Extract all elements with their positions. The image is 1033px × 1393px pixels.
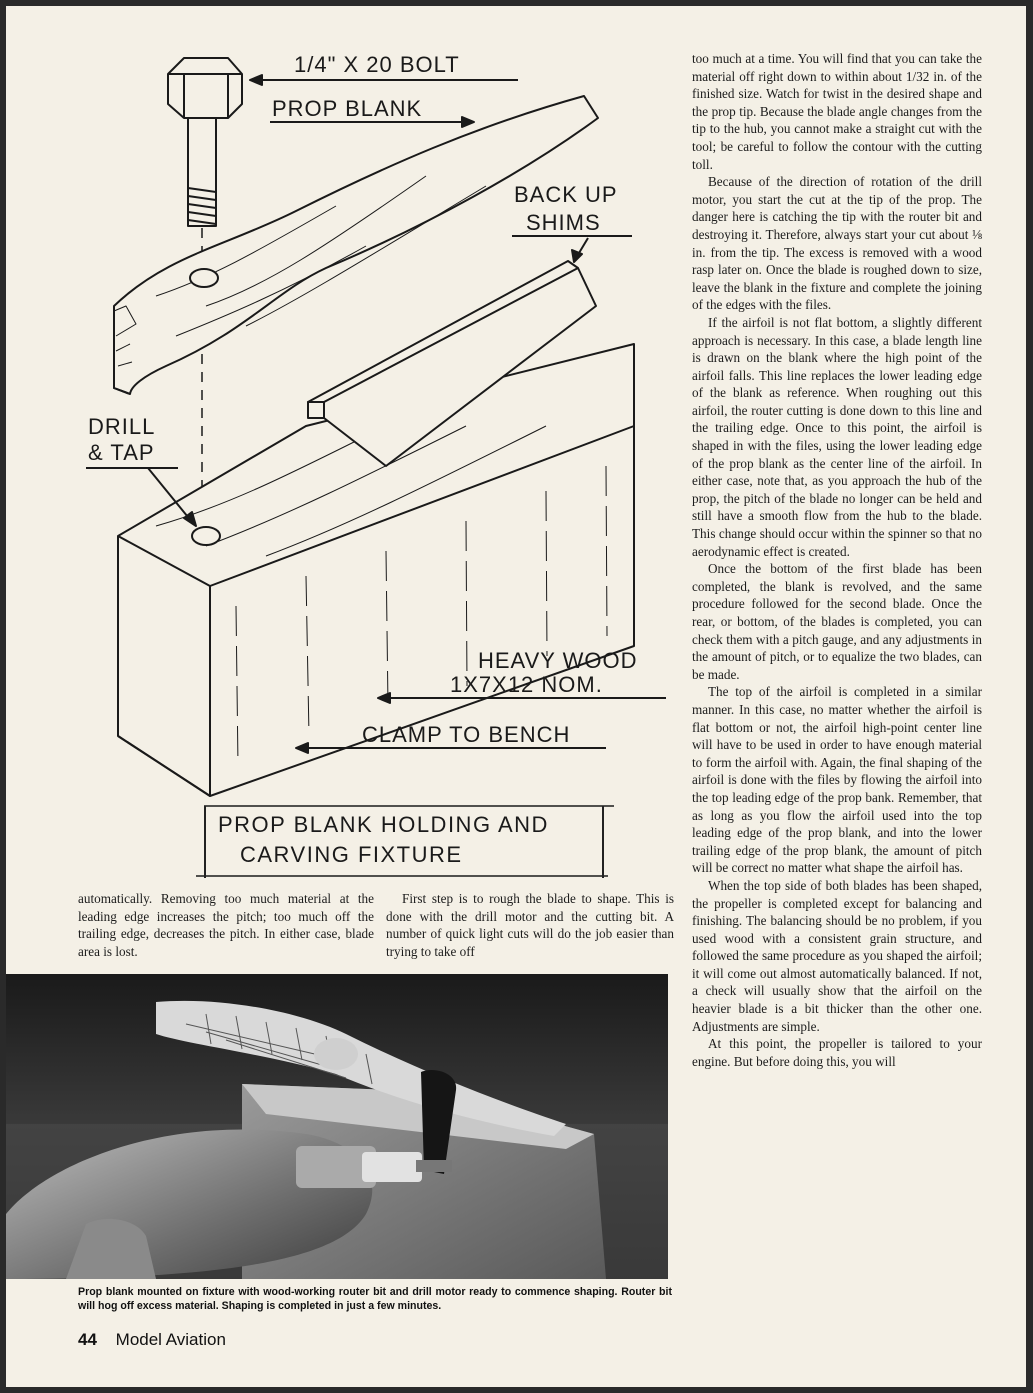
magazine-page	[6, 6, 1026, 1387]
diagram-title-box	[204, 806, 604, 878]
paragraph: At this point, the propeller is tailored to your engine. But before doing this, you will	[692, 1036, 982, 1069]
bolt-head	[168, 58, 242, 118]
bolt-label: 1/4" X 20 BOLT	[294, 52, 460, 77]
page-number: 44	[78, 1330, 97, 1349]
paragraph: When the top side of both blades has been shaped, the propeller is completed except for balancing and finishing. The balancing should be no problem, if you used wood with a consistent grain structure, and followed the same procedure as you shaped the airfoil; it will come out almost automatically balanced. If not, a check will usually show that the airfoil on the heavier blade is a bit thicker than the other one. Adjustments are simple.	[692, 877, 982, 1034]
router-photo	[6, 974, 668, 1279]
nominal-size-label: 1X7X12 NOM.	[450, 672, 603, 697]
paragraph: First step is to rough the blade to shape. This is done with the drill motor and the cutting bit. A number of quick light cuts will do the job easier than trying to take off	[386, 891, 674, 959]
diagram-title-line2: CARVING FIXTURE	[240, 842, 463, 867]
paragraph: The top of the airfoil is completed in a similar manner. In this case, no matter whether the airfoil is flat bottom or not, the airfoil high-point center line will have to be used in order to have enough material to form the airfoil with. Again, the final shaping of the airfoil is done with the files by flowing the airfoil into the top leading edge of the prop bank. Remember, that as long as you flow the airfoil used into the top leading edge of the prop blank, and into the lower trailing edge of the prop blank, the amount of pitch will be correct no matter what shape the airfoil has.	[692, 684, 982, 876]
paragraph: automatically. Removing too much material at the leading edge increases the pitch; too much off the trailing edge, decreases the pitch. In either case, blade area is lost.	[78, 891, 374, 959]
photo-caption: Prop blank mounted on fixture with wood-working router bit and drill motor ready to commence shaping. Router bit will hog off excess material. Shaping is completed in just a few minutes.	[78, 1286, 672, 1312]
paragraph: Because of the direction of rotation of the drill motor, you start the cut at the tip of the prop. The danger here is catching the tip with the router bit and destroying it. Therefore, always start your cut about ⅛ in. from the tip. The excess is removed with a wood rasp later on. Once the blade is roughed down to size, leave the blank in the fixture and complete the joining of the edges with the files.	[692, 174, 982, 313]
text-column-left	[78, 890, 374, 960]
magazine-name: Model Aviation	[115, 1330, 226, 1349]
paragraph: Once the bottom of the first blade has been completed, the blank is revolved, and the same procedure followed for the second blade. Once the rear, or bottom, of the blades is completed, you can check them with a pitch gauge, and any adjustments in the amount of pitch, or to equalize the two blades, can be made.	[692, 561, 982, 682]
back-up-label: BACK UP	[514, 182, 618, 207]
tap-label: & TAP	[88, 440, 155, 465]
shims-label: SHIMS	[526, 210, 601, 235]
clamp-label: CLAMP TO BENCH	[362, 722, 571, 747]
bolt-shank	[188, 118, 216, 226]
text-column-right	[692, 50, 982, 1070]
text-column-middle	[386, 890, 674, 960]
diagram-title-line1: PROP BLANK HOLDING AND	[218, 812, 549, 837]
page-footer	[78, 1330, 226, 1350]
paragraph: too much at a time. You will find that you can take the material off right down to within about 1/32 in. of the finished size. Watch for twist in the desired shape and the prop tip. Because the blade angle changes from the tip to the hub, you cannot make a straight cut with the tool; be careful to follow the contour with the cutting toll.	[692, 51, 982, 172]
drill-label: DRILL	[88, 414, 156, 439]
heavy-wood-label: HEAVY WOOD	[478, 648, 638, 673]
paragraph: If the airfoil is not flat bottom, a slightly different approach is necessary. In this case, a blade length line is drawn on the blank where the high point of the airfoil falls. This line replaces the lower leading edge of the blank as reference. When roughing out this airfoil, the router cutting is done down to this line and the trailing edge. Once to this point, the airfoil is shaped in with the files, using the lower leading edge of the prop blank as the center line of the airfoil. In either case, note that, as you approach the hub of the prop, the pitch of the blade no longer can be held and still have a smooth flow from the hub to the blade. This change should occur within the spinner so that no aerodynamic effect is created.	[692, 314, 982, 559]
prop-blank-label: PROP BLANK	[272, 96, 423, 121]
